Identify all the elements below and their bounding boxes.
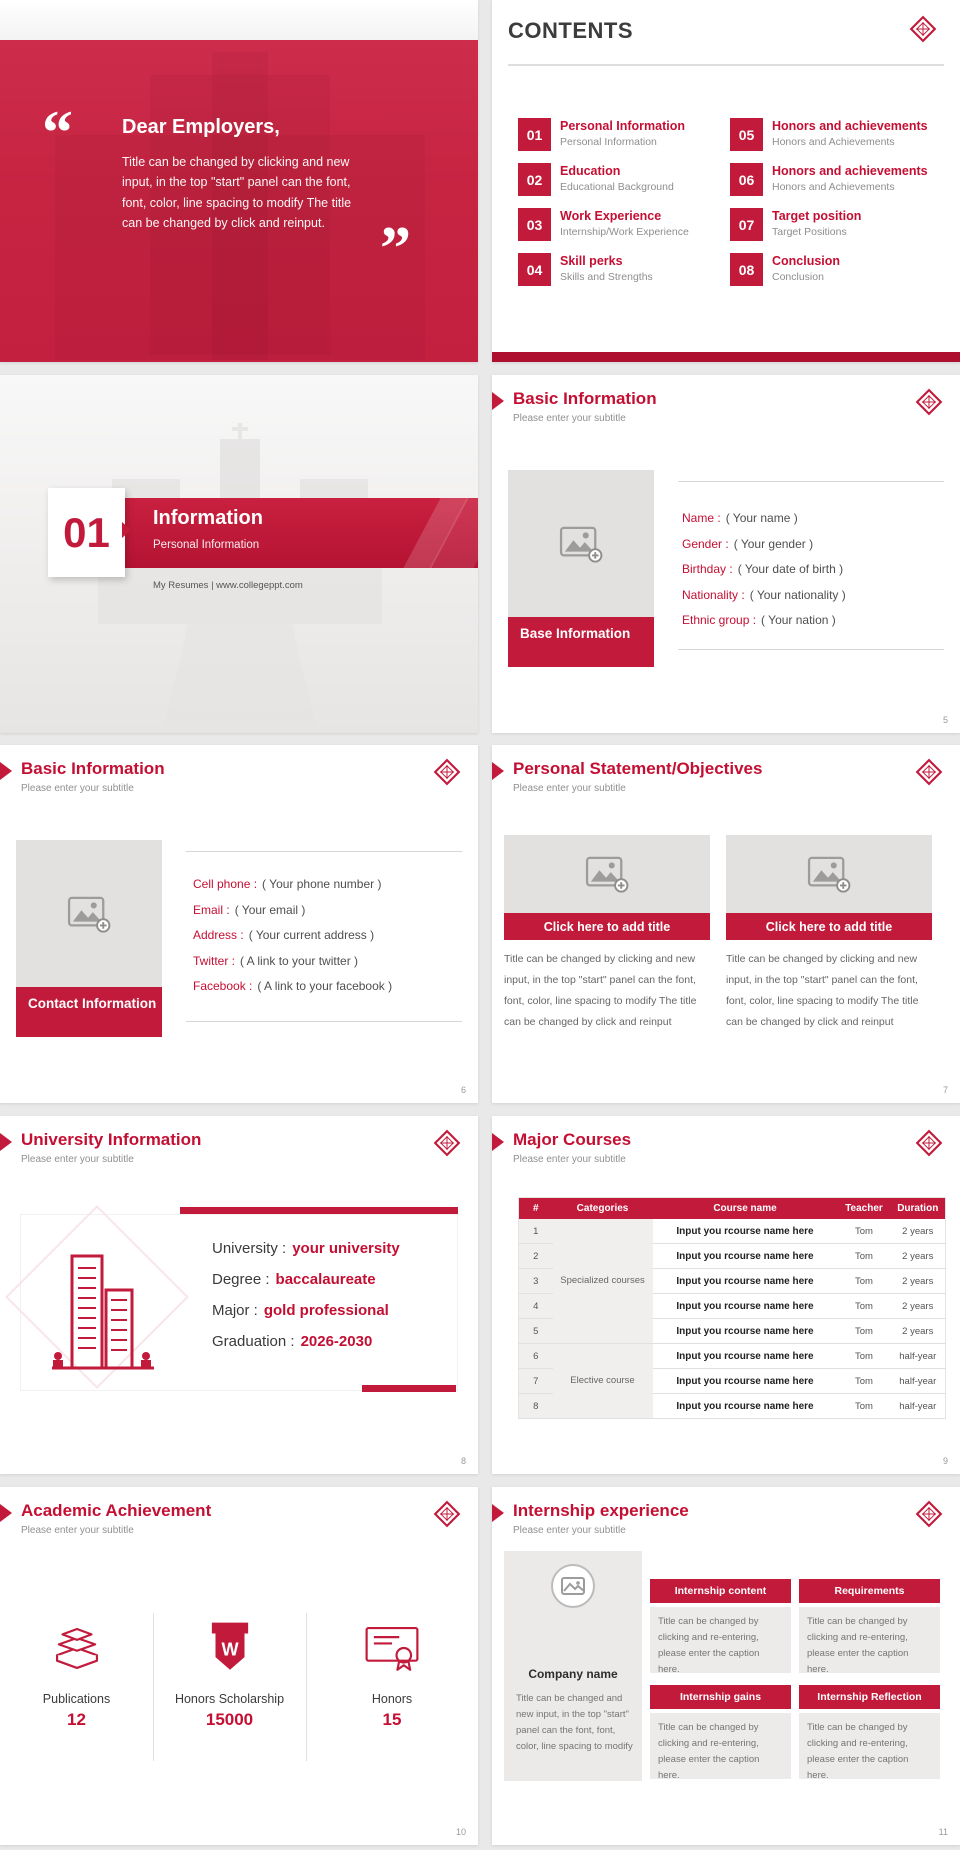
box-body: Title can be changed by clicking and re-entering, please enter the caption here. [799,1713,940,1779]
stat-value: 12 [67,1710,86,1729]
ornament-diamond-icon [432,1128,462,1158]
slide-title: Internship experience [513,1501,689,1520]
slide-title-block [492,1501,689,1536]
cell-course: Input you rcourse name here [653,1244,838,1269]
contents-item [730,163,928,196]
image-placeholder[interactable] [504,835,710,913]
item-subtitle: Personal Information [560,136,657,149]
stat-column [153,1605,306,1770]
divider [508,64,944,66]
cell-course: Input you rcourse name here [653,1369,838,1394]
internship-box [650,1685,791,1782]
cell-num: 7 [519,1369,553,1394]
cell-course: Input you rcourse name here [653,1269,838,1294]
item-title: Work Experience [560,209,662,223]
cell-teacher: Tom [838,1294,891,1319]
cell-duration: half-year [891,1369,946,1394]
field-row [682,511,846,525]
info-fields [682,511,846,639]
page-number: 6 [460,1085,466,1095]
slide-title-block [0,759,165,794]
item-number-badge: 04 [518,253,551,286]
slide-title: Major Courses [513,1130,632,1149]
bottom-accent-bar [492,352,960,362]
photo-circle-icon[interactable] [550,1563,596,1609]
item-number-badge: 05 [730,118,763,151]
arrow-marker-icon [0,1133,12,1151]
cell-course: Input you rcourse name here [653,1344,838,1369]
arrow-marker-icon [492,1133,504,1151]
header-cell: # [519,1198,553,1220]
box-title: Requirements [799,1579,940,1603]
certificate-icon [363,1619,421,1677]
ornament-diamond-icon [914,1499,944,1529]
item-number-badge: 03 [518,208,551,241]
field-value: ( A link to your facebook ) [257,979,393,993]
slide-internship-experience[interactable] [492,1487,960,1845]
image-placeholder-icon [585,855,629,893]
scholarship-medal-icon [201,1619,259,1677]
item-title: Honors and achievements [772,119,928,133]
field-value: ( Your gender ) [733,536,814,551]
photo-caption-label: Contact Information [16,987,162,1037]
page-number: 10 [455,1827,466,1837]
cell-teacher: Tom [838,1219,891,1244]
item-title: Skill perks [560,254,623,268]
contents-column-right [730,118,928,298]
slide-title-block [492,759,762,794]
slide-contents[interactable] [492,0,960,362]
item-subtitle: Honors and Achievements [772,181,895,194]
box-title: Internship content [650,1579,791,1603]
arrow-notch-icon [122,522,131,538]
slide-section-divider[interactable] [0,375,478,733]
field-label: Birthday : [682,562,733,576]
cell-category: Elective course [553,1344,653,1419]
company-caption: Title can be changed and new input, in the top "start" panel can the font, font, color, line spacing to modify [516,1693,633,1752]
cell-teacher: Tom [838,1319,891,1344]
detail-label: University : [212,1240,287,1257]
field-value: ( Your name ) [725,511,798,525]
field-label: Twitter : [193,953,236,968]
cell-duration: 2 years [891,1269,946,1294]
table-row [519,1344,946,1369]
field-value: ( Your nationality ) [749,587,846,602]
university-building-icon [42,1238,162,1386]
slide-subtitle: Please enter your subtitle [21,1154,134,1165]
arrow-marker-icon [492,762,504,780]
open-quote-icon: “ [42,99,73,167]
field-value: ( Your date of birth ) [737,562,844,576]
cell-duration: 2 years [891,1219,946,1244]
card-caption: Title can be changed by clicking and new input, in the top "start" panel can the font, font, color, line spacing to modify The title can be changed by click and reinput [504,953,697,1028]
field-row [193,903,392,917]
stat-value: 15000 [205,1710,254,1729]
item-number-badge: 08 [730,253,763,286]
slide-subtitle: Please enter your subtitle [21,783,134,794]
ornament-diamond-icon [914,387,944,417]
statement-card [504,835,710,1033]
slide-title: University Information [21,1130,202,1149]
cell-num: 1 [519,1219,553,1244]
slide-title-block [492,1130,631,1165]
cell-num: 8 [519,1394,553,1419]
page-number: 9 [942,1456,948,1466]
courses-table [518,1197,946,1419]
header-cell: Course name [653,1198,838,1220]
internship-box [650,1579,791,1676]
bottom-accent-bar [362,1385,456,1392]
quote-top-strip [0,0,478,40]
contents-title: CONTENTS [508,18,633,43]
stat-label: Honors [371,1692,413,1706]
cell-category: Specialized courses [553,1219,653,1344]
svg-text:W: W [220,1639,239,1660]
image-placeholder-icon [67,895,111,933]
field-value: ( Your phone number ) [262,877,382,891]
page-number: 8 [460,1456,466,1466]
image-placeholder-icon [807,855,851,893]
item-title: Education [560,164,621,178]
slide-title: Personal Statement/Objectives [513,759,763,778]
section-number-badge: 01 [48,488,125,577]
cell-course: Input you rcourse name here [653,1394,838,1419]
field-label: Name : [682,511,721,525]
cell-teacher: Tom [838,1244,891,1269]
stat-label: Honors Scholarship [174,1692,285,1706]
box-body: Title can be changed by clicking and re-entering, please enter the caption here. [799,1607,940,1673]
box-title: Internship gains [650,1685,791,1709]
add-title-button[interactable]: Click here to add title [726,913,932,940]
contents-item [730,253,928,286]
stat-column [306,1605,478,1770]
field-value: ( A link to your twitter ) [240,953,359,968]
field-row [193,877,392,891]
page-number: 7 [942,1085,948,1095]
image-placeholder[interactable] [726,835,932,913]
ornament-diamond-icon [432,757,462,787]
field-label: Cell phone : [193,877,258,891]
cell-duration: 2 years [891,1319,946,1344]
detail-value: 2026-2030 [300,1333,373,1350]
slide-subtitle: Please enter your subtitle [513,783,626,794]
ornament-diamond-icon [914,1128,944,1158]
slide-personal-statement[interactable] [492,745,960,1103]
slide-quote[interactable] [0,0,478,362]
slide-contact-information[interactable] [0,745,478,1103]
field-value: ( Your nation ) [761,613,836,627]
field-label: Nationality : [682,587,745,602]
divider [186,1021,462,1022]
cell-course: Input you rcourse name here [653,1294,838,1319]
slide-base-information[interactable] [492,375,960,733]
books-icon [48,1619,106,1677]
detail-row [212,1302,400,1319]
close-quote-icon: ” [380,215,411,283]
cell-num: 5 [519,1319,553,1344]
field-label: Gender : [682,536,729,551]
image-placeholder[interactable] [16,840,162,987]
contents-item [518,163,689,196]
arrow-marker-icon [492,1504,504,1522]
slide-subtitle: Please enter your subtitle [513,1525,626,1536]
contents-item [518,208,689,241]
slide-subtitle: Please enter your subtitle [21,1525,134,1536]
cell-teacher: Tom [838,1344,891,1369]
header-cell: Duration [891,1198,946,1220]
field-label: Facebook : [193,979,253,993]
image-placeholder[interactable] [508,470,654,617]
cell-teacher: Tom [838,1394,891,1419]
detail-label: Major : [212,1302,258,1319]
detail-value: your university [292,1240,400,1257]
slide-subtitle: Please enter your subtitle [513,413,626,424]
university-detail-rows [212,1240,400,1364]
cell-duration: 2 years [891,1244,946,1269]
contents-item [730,208,928,241]
slide-major-courses[interactable] [492,1116,960,1474]
photo-caption-label: Base Information [508,617,654,667]
slide-subtitle: Please enter your subtitle [513,1154,626,1165]
item-title: Honors and achievements [772,164,928,178]
slide-title: Academic Achievement [21,1501,212,1520]
slide-title-block [0,1501,211,1536]
cell-teacher: Tom [838,1269,891,1294]
field-row [682,562,846,576]
box-body: Title can be changed by clicking and re-entering, please enter the caption here. [650,1713,791,1779]
contents-item [518,253,689,286]
info-fields [193,877,392,1005]
field-label: Ethnic group : [682,613,757,627]
contents-column-left [518,118,689,298]
slide-title-block [492,389,657,424]
item-number-badge: 06 [730,163,763,196]
quote-title: Dear Employers, [122,116,280,138]
cell-duration: 2 years [891,1294,946,1319]
statement-card [726,835,932,1033]
field-label: Email : [193,902,230,917]
contents-item [518,118,689,151]
stat-column [0,1605,153,1770]
item-subtitle: Target Positions [772,226,847,239]
card-caption: Title can be changed by clicking and new input, in the top "start" panel can the font, font, color, line spacing to modify The title can be changed by click and reinput [726,953,919,1028]
item-subtitle: Internship/Work Experience [560,226,689,239]
stat-label: Publications [42,1692,111,1706]
detail-row [212,1333,400,1350]
cell-teacher: Tom [838,1369,891,1394]
field-row [682,588,846,602]
item-subtitle: Educational Background [560,181,674,194]
page-number: 11 [938,1827,948,1837]
item-subtitle: Skills and Strengths [560,271,653,284]
field-value: ( Your current address ) [248,928,375,942]
detail-label: Degree : [212,1271,270,1288]
arrow-marker-icon [0,762,12,780]
image-placeholder-icon [559,525,603,563]
field-row [193,928,392,942]
contents-item [730,118,928,151]
table-header-row [519,1198,946,1220]
item-title: Conclusion [772,254,841,268]
cell-course: Input you rcourse name here [653,1319,838,1344]
ornament-diamond-icon [432,1499,462,1529]
page-number: 5 [942,715,948,725]
quote-body: Title can be changed by clicking and new input, in the top "start" panel can the font, font, color, line spacing to modify The title can be changed by click and reinput. [122,155,352,230]
company-panel [504,1551,642,1781]
section-subtitle: Personal Information [153,539,260,551]
ornament-diamond-icon [914,757,944,787]
field-label: Address : [193,928,244,942]
field-row [193,979,392,993]
header-cell: Teacher [838,1198,891,1220]
item-number-badge: 07 [730,208,763,241]
internship-box [799,1579,940,1676]
item-subtitle: Honors and Achievements [772,136,895,149]
divider [678,649,944,650]
detail-row [212,1271,400,1288]
detail-row [212,1240,400,1257]
item-subtitle: Conclusion [772,271,824,284]
arrow-marker-icon [0,1504,12,1522]
slide-title-block [0,1130,201,1165]
detail-value: baccalaureate [275,1271,376,1288]
slide-title: Basic Information [513,389,657,408]
cell-num: 2 [519,1244,553,1269]
stat-value: 15 [382,1710,402,1729]
ornament-diamond-icon [908,14,938,44]
section-footer: My Resumes | www.collegeppt.com [153,580,303,591]
box-body: Title can be changed by clicking and re-entering, please enter the caption here. [650,1607,791,1673]
slide-title: Basic Information [21,759,165,778]
field-row [193,954,392,968]
field-row [682,613,846,627]
header-cell: Categories [553,1198,653,1220]
cell-duration: half-year [891,1344,946,1369]
company-name: Company name [528,1667,618,1681]
field-value: ( Your email ) [234,902,306,917]
internship-box [799,1685,940,1782]
cell-duration: half-year [891,1394,946,1419]
section-title: Information [153,507,263,529]
arrow-marker-icon [492,392,504,410]
item-number-badge: 02 [518,163,551,196]
item-number-badge: 01 [518,118,551,151]
item-title: Personal Information [560,119,686,133]
divider [678,481,944,482]
box-title: Internship Reflection [799,1685,940,1709]
table-row [519,1219,946,1244]
slide-academic-achievement[interactable] [0,1487,478,1845]
add-title-button[interactable]: Click here to add title [504,913,710,940]
detail-label: Graduation : [212,1333,295,1350]
item-title: Target position [772,209,862,223]
cell-course: Input you rcourse name here [653,1219,838,1244]
cell-num: 3 [519,1269,553,1294]
top-accent-bar [180,1207,458,1214]
divider [186,851,462,852]
cell-num: 4 [519,1294,553,1319]
slide-university-information[interactable] [0,1116,478,1474]
field-row [682,537,846,551]
cell-num: 6 [519,1344,553,1369]
quote-red-background [0,40,478,362]
detail-value: gold professional [263,1302,389,1319]
